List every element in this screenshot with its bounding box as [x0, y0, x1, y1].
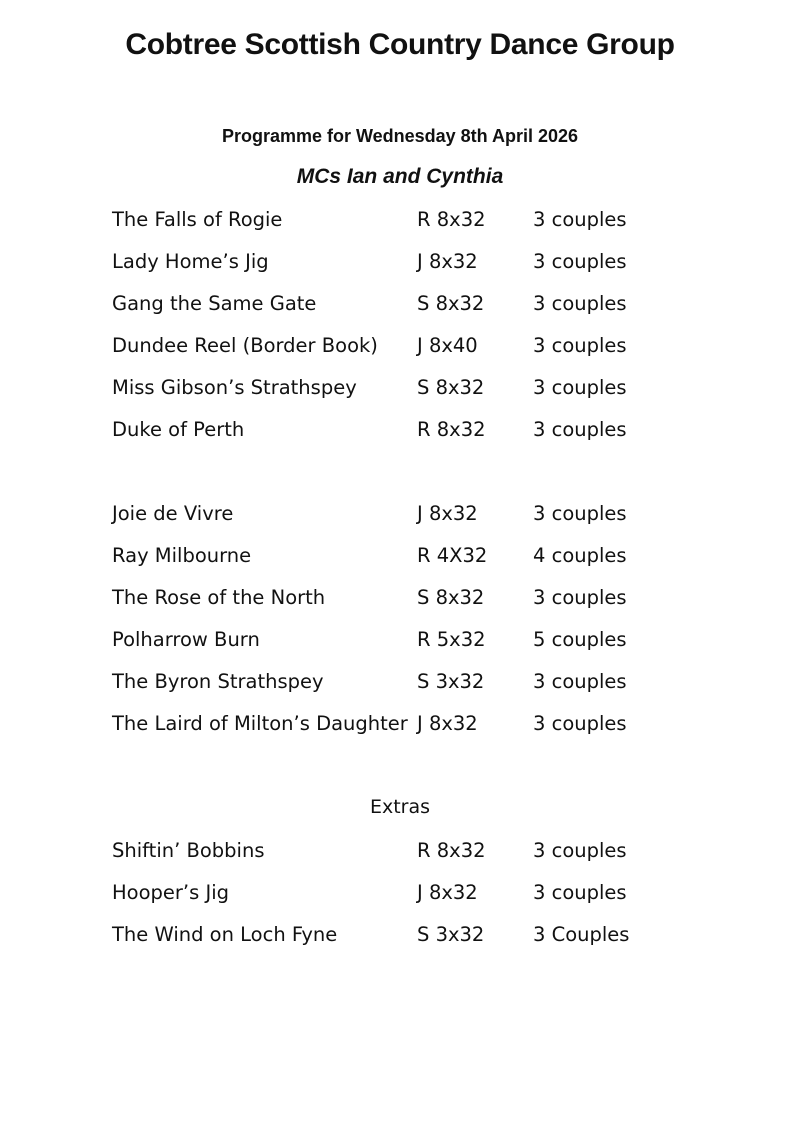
dance-row [112, 709, 712, 739]
dance-row [112, 836, 712, 866]
dance-couples: 3 couples [533, 586, 627, 609]
dance-name: Lady Home’s Jig [112, 250, 269, 273]
dance-couples: 3 couples [533, 208, 627, 231]
dance-name: The Laird of Milton’s Daughter [112, 712, 408, 735]
dance-name: Joie de Vivre [112, 502, 234, 525]
dance-couples: 5 couples [533, 628, 627, 651]
dance-formation: J 8x40 [417, 334, 478, 357]
programme-date: Programme for Wednesday 8th April 2026 [221, 126, 579, 146]
dance-couples: 3 couples [533, 376, 627, 399]
dance-row [112, 289, 712, 319]
dance-row [112, 583, 712, 613]
dance-name: The Byron Strathspey [112, 670, 324, 693]
dance-formation: S 8x32 [417, 376, 485, 399]
dance-couples: 3 couples [533, 334, 627, 357]
dance-name: The Rose of the North [112, 586, 326, 609]
dance-row [112, 878, 712, 908]
dance-formation: J 8x32 [417, 881, 478, 904]
dance-couples: 3 couples [533, 250, 627, 273]
dance-row [112, 415, 712, 445]
dance-formation: R 4X32 [417, 544, 488, 567]
dance-name: Dundee Reel (Border Book) [112, 334, 378, 357]
page-title: Cobtree Scottish Country Dance Group [125, 28, 675, 61]
dance-couples: 3 couples [533, 839, 627, 862]
dance-formation: R 8x32 [417, 839, 486, 862]
dance-formation: S 8x32 [417, 586, 485, 609]
dance-row [112, 625, 712, 655]
dance-name: Duke of Perth [112, 418, 245, 441]
dance-couples: 3 Couples [533, 923, 630, 946]
dance-couples: 4 couples [533, 544, 627, 567]
dance-formation: S 3x32 [417, 923, 485, 946]
dance-name: Gang the Same Gate [112, 292, 317, 315]
dance-row [112, 205, 712, 235]
dance-row [112, 373, 712, 403]
dance-formation: J 8x32 [417, 250, 478, 273]
dance-name: Hooper’s Jig [112, 881, 230, 904]
dance-name: The Falls of Rogie [112, 208, 283, 231]
dance-name: Ray Milbourne [112, 544, 252, 567]
mcs-line: MCs Ian and Cynthia [296, 165, 504, 188]
dance-name: The Wind on Loch Fyne [112, 923, 338, 946]
dance-couples: 3 couples [533, 418, 627, 441]
dance-couples: 3 couples [533, 881, 627, 904]
dance-formation: R 8x32 [417, 208, 486, 231]
dance-row [112, 541, 712, 571]
dance-formation: R 5x32 [417, 628, 486, 651]
dance-formation: J 8x32 [417, 712, 478, 735]
dance-name: Polharrow Burn [112, 628, 260, 651]
dance-formation: S 3x32 [417, 670, 485, 693]
dance-formation: J 8x32 [417, 502, 478, 525]
dance-formation: R 8x32 [417, 418, 486, 441]
dance-row [112, 331, 712, 361]
dance-row [112, 920, 712, 950]
extras-heading: Extras [369, 796, 431, 818]
dance-name: Shiftin’ Bobbins [112, 839, 265, 862]
dance-couples: 3 couples [533, 292, 627, 315]
dance-row [112, 667, 712, 697]
dance-couples: 3 couples [533, 502, 627, 525]
dance-couples: 3 couples [533, 670, 627, 693]
dance-row [112, 499, 712, 529]
dance-name: Miss Gibson’s Strathspey [112, 376, 357, 399]
dance-couples: 3 couples [533, 712, 627, 735]
dance-formation: S 8x32 [417, 292, 485, 315]
dance-row [112, 247, 712, 277]
